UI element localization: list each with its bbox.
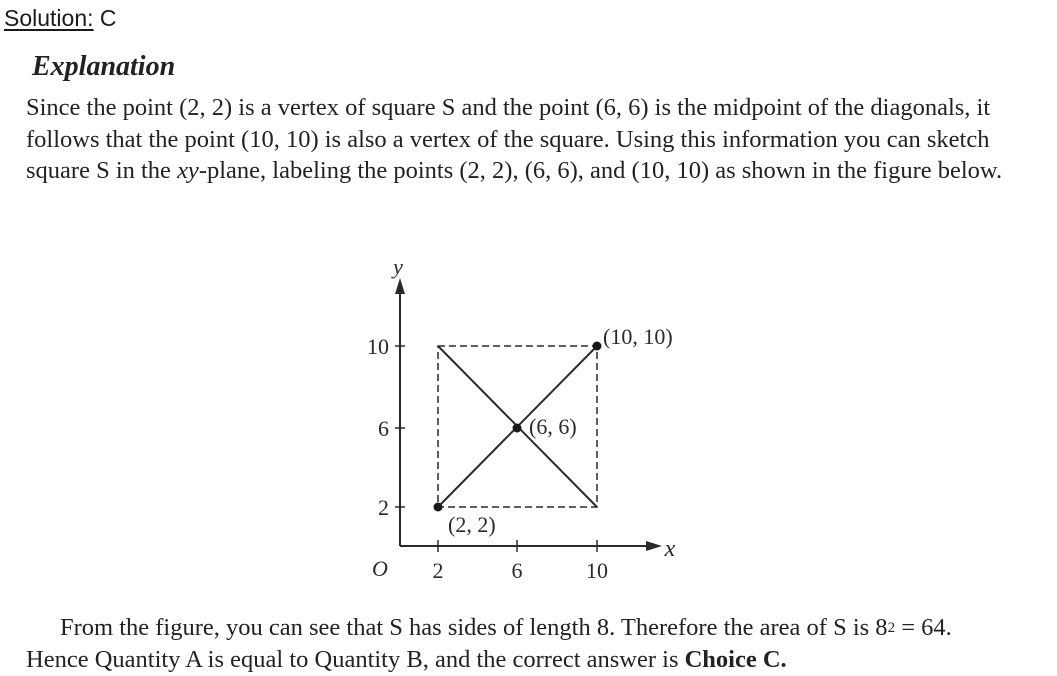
x-tick-label-2: 2 [432,558,444,583]
point-label-10-10: (10, 10) [603,324,673,349]
x-axis-label: x [664,536,676,562]
paragraph-1-part-1: Since the point (2, 2) is a vertex of square S and the point (6, 6) is the midpoint of the diagonals, it follows that the point (10, 10) is also a vertex of the square. Using this information you can sketch square S in the [26,94,991,184]
paragraph-2-part-2: = 64. [895,614,952,641]
x-tick-label-6: 6 [511,558,523,583]
y-tick-label-6: 6 [378,416,389,441]
paragraph-2-bold-answer: Choice C. [684,645,787,673]
origin-label: O [372,556,388,581]
explanation-paragraph-1 [26,92,1056,187]
x-tick-label-10: 10 [586,558,608,583]
x-axis-arrow [646,541,662,551]
paragraph-2-part-1: From the figure, you can see that S has sides of length 8. Therefore the area of S is 8 [60,614,888,641]
y-tick-label-10: 10 [367,334,389,359]
y-tick-label-2: 2 [378,495,389,520]
paragraph-2-part-3: Hence Quantity A is equal to Quantity B, and the correct answer is [26,645,685,673]
coordinate-plane [340,250,720,590]
paragraph-2-line-1 [26,612,1056,644]
paragraph-1-part-2: -plane, labeling the points (2, 2), (6, 6), and (10, 10) as shown in the figure below. [198,157,1003,184]
point-label-6-6: (6, 6) [529,414,577,439]
y-axis-label: y [393,254,403,279]
solution-label: Solution: [4,5,94,31]
point-2-2 [434,503,443,512]
explanation-title: Explanation [32,51,176,82]
point-label-2-2: (2, 2) [448,512,496,537]
solution-heading [4,4,117,32]
point-6-6 [513,424,522,433]
paragraph-1-italic-xy: xy [177,157,199,184]
paragraph-2-superscript: 2 [887,620,896,636]
paragraph-2-line-2 [26,644,1056,676]
solution-answer: C [99,5,117,31]
point-10-10 [593,342,602,351]
y-axis-arrow [395,278,405,294]
square-figure [340,250,720,595]
explanation-paragraph-2 [26,612,1056,675]
